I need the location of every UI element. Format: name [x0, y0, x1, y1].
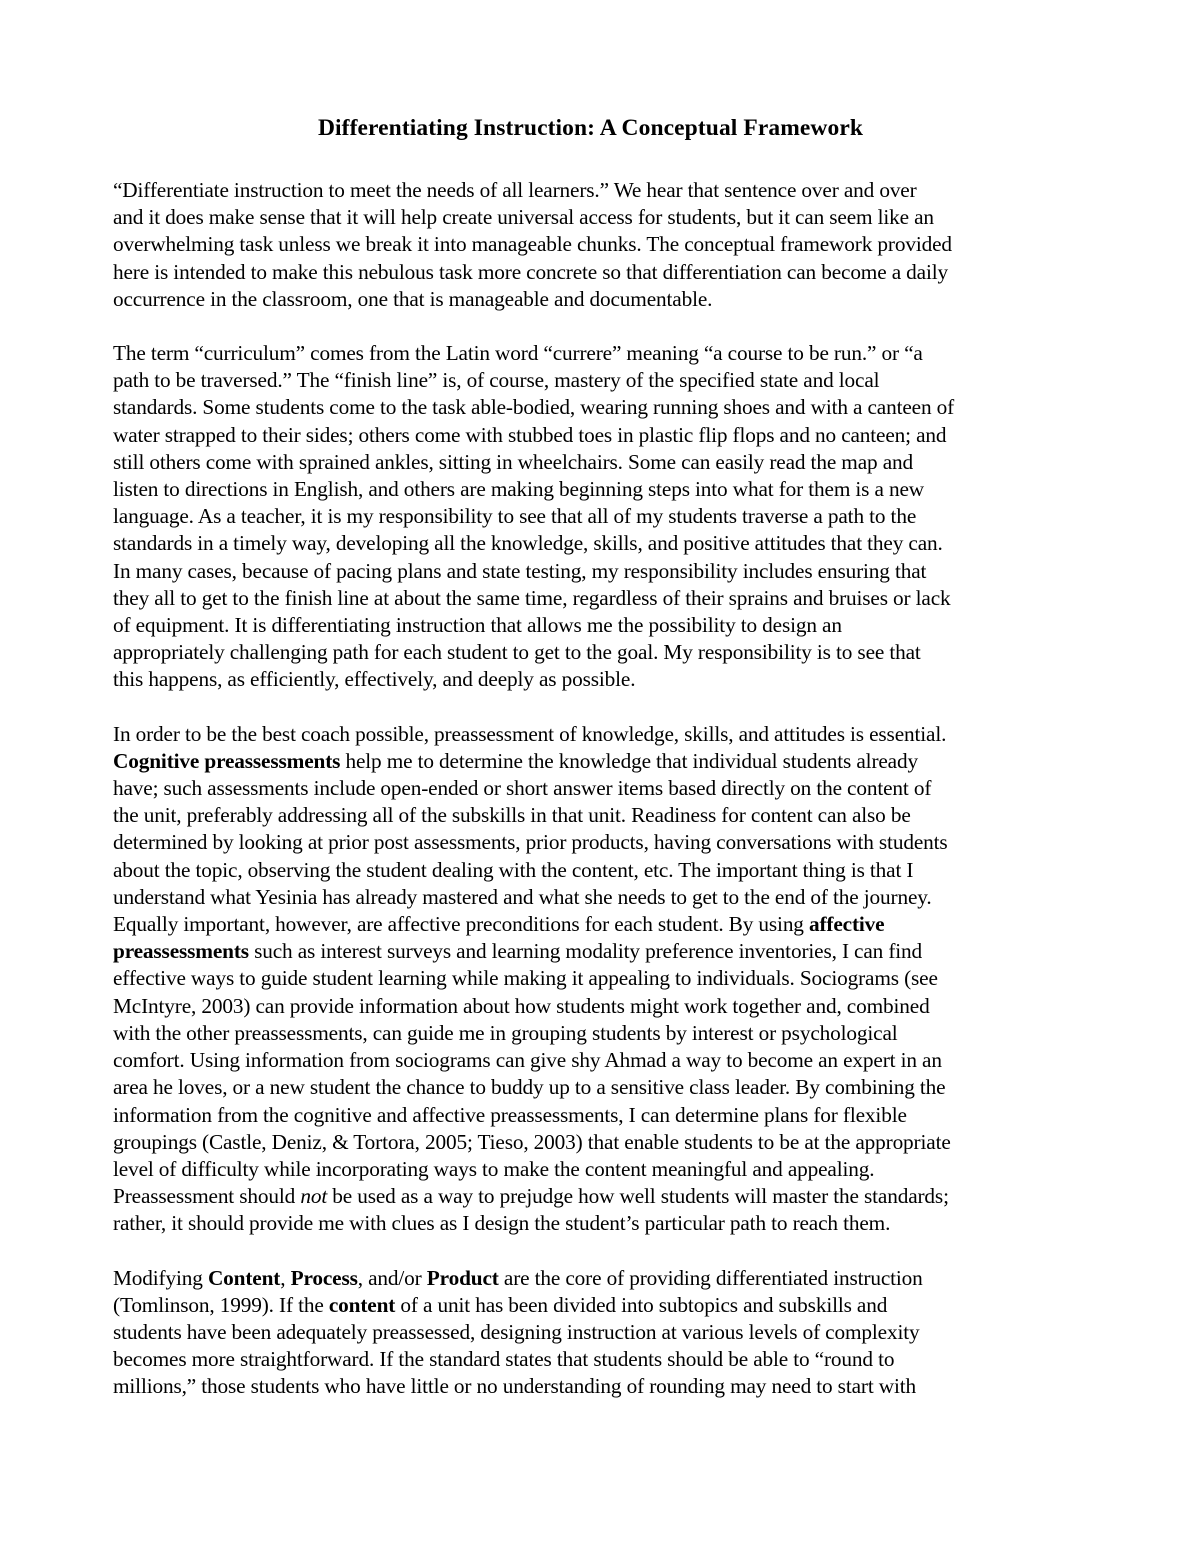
text-line: students have been adequately preassessed, designing instruction at various levels of complexity — [113, 1319, 920, 1344]
text-line: groupings (Castle, Deniz, & Tortora, 2005; Tieso, 2003) that enable students to be at the appropriate — [113, 1129, 951, 1154]
text-line: In order to be the best coach possible, preassessment of knowledge, skills, and attitudes is essential. — [113, 721, 947, 746]
text-line: and it does make sense that it will help create universal access for students, but it can seem like an — [113, 205, 934, 230]
text-line: preassessments such as interest surveys and learning modality preference inventories, I can find — [113, 939, 923, 964]
bold-term: Product — [426, 1265, 499, 1290]
text-line: about the topic, observing the student dealing with the content, etc. The important thing is that I — [113, 857, 914, 882]
text-line: Cognitive preassessments help me to determine the knowledge that individual students already — [113, 748, 918, 773]
text-line: appropriately challenging path for each student to get to the goal. My responsibility is to see that — [113, 640, 921, 665]
text-line: information from the cognitive and affective preassessments, I can determine plans for flexible — [113, 1102, 907, 1127]
text-line: area he loves, or a new student the chance to buddy up to a sensitive class leader. By combining the — [113, 1075, 946, 1100]
text-line: (Tomlinson, 1999). If the content of a unit has been divided into subtopics and subskills and — [113, 1292, 888, 1317]
text-line: understand what Yesinia has already mastered and what she needs to get to the end of the journey. — [113, 884, 932, 909]
text-line: the unit, preferably addressing all of the subskills in that unit. Readiness for content can also be — [113, 803, 911, 828]
text-line: with the other preassessments, can guide me in grouping students by interest or psychological — [113, 1020, 898, 1045]
text-line: millions,” those students who have little or no understanding of rounding may need to start with — [113, 1374, 917, 1399]
text-line: Preassessment should not be used as a way to prejudge how well students will master the standards; — [113, 1184, 949, 1209]
text-line: rather, it should provide me with clues as I design the student’s particular path to reach them. — [113, 1211, 891, 1236]
text-line: still others come with sprained ankles, sitting in wheelchairs. Some can easily read the map and — [113, 449, 913, 474]
paragraph-1 — [113, 177, 1068, 313]
bold-term: Process — [290, 1265, 358, 1290]
text-line: occurrence in the classroom, one that is manageable and documentable. — [113, 286, 713, 311]
text-line: comfort. Using information from sociograms can give shy Ahmad a way to become an expert in an — [113, 1048, 942, 1073]
text-line: “Differentiate instruction to meet the needs of all learners.” We hear that sentence over and over — [113, 178, 917, 202]
text-line: water strapped to their sides; others come with stubbed toes in plastic flip flops and no canteen; and — [113, 422, 947, 447]
text-line: McIntyre, 2003) can provide information about how students might work together and, combined — [113, 993, 930, 1018]
text-line: of equipment. It is differentiating instruction that allows me the possibility to design an — [113, 613, 842, 638]
bold-term: preassessments — [113, 939, 249, 964]
text-line: overwhelming task unless we break it into manageable chunks. The conceptual framework provided — [113, 232, 952, 257]
document-title: Differentiating Instruction: A Conceptual Framework — [317, 115, 864, 141]
text-line: becomes more straightforward. If the standard states that students should be able to “round to — [113, 1347, 895, 1372]
bold-term: Content — [207, 1265, 281, 1290]
document-page — [113, 112, 1068, 1428]
text-line: effective ways to guide student learning while making it appealing to individuals. Sociograms (see — [113, 966, 938, 991]
bold-term: content — [328, 1292, 396, 1317]
text-line: In many cases, because of pacing plans and state testing, my responsibility includes ensuring that — [113, 558, 927, 583]
text-line: determined by looking at prior post assessments, prior products, having conversations with students — [113, 830, 948, 855]
text-line: here is intended to make this nebulous task more concrete so that differentiation can become a daily — [113, 259, 949, 284]
text-line: level of difficulty while incorporating ways to make the content meaningful and appealing. — [113, 1156, 875, 1181]
text-line: Modifying Content, Process, and/or Product are the core of providing differentiated instruction — [113, 1265, 923, 1290]
bold-term: affective — [808, 912, 885, 937]
text-line: The term “curriculum” comes from the Latin word “currere” meaning “a course to be run.” or “a — [113, 341, 923, 366]
text-line: language. As a teacher, it is my responsibility to see that all of my students traverse a path to the — [113, 504, 917, 529]
text-line: this happens, as efficiently, effectively, and deeply as possible. — [113, 667, 636, 692]
text-line: Equally important, however, are affective preconditions for each student. By using affective — [113, 912, 885, 937]
text-line: path to be traversed.” The “finish line” is, of course, mastery of the specified state and local — [113, 368, 880, 393]
text-line: they all to get to the finish line at about the same time, regardless of their sprains and bruises or lack — [113, 585, 951, 610]
text-line: standards. Some students come to the task able-bodied, wearing running shoes and with a canteen of — [113, 395, 955, 420]
text-line: standards in a timely way, developing all the knowledge, skills, and positive attitudes that they can. — [113, 531, 943, 556]
document-body — [113, 177, 1068, 1401]
paragraph-3 — [113, 721, 1068, 1238]
paragraph-2 — [113, 340, 1068, 694]
italic-term: not — [300, 1184, 328, 1209]
bold-term: Cognitive preassessments — [113, 748, 341, 773]
paragraph-4 — [113, 1265, 1068, 1401]
text-line: have; such assessments include open-ended or short answer items based directly on the content of — [113, 776, 932, 801]
text-line: listen to directions in English, and others are making beginning steps into what for them is a new — [113, 477, 924, 502]
